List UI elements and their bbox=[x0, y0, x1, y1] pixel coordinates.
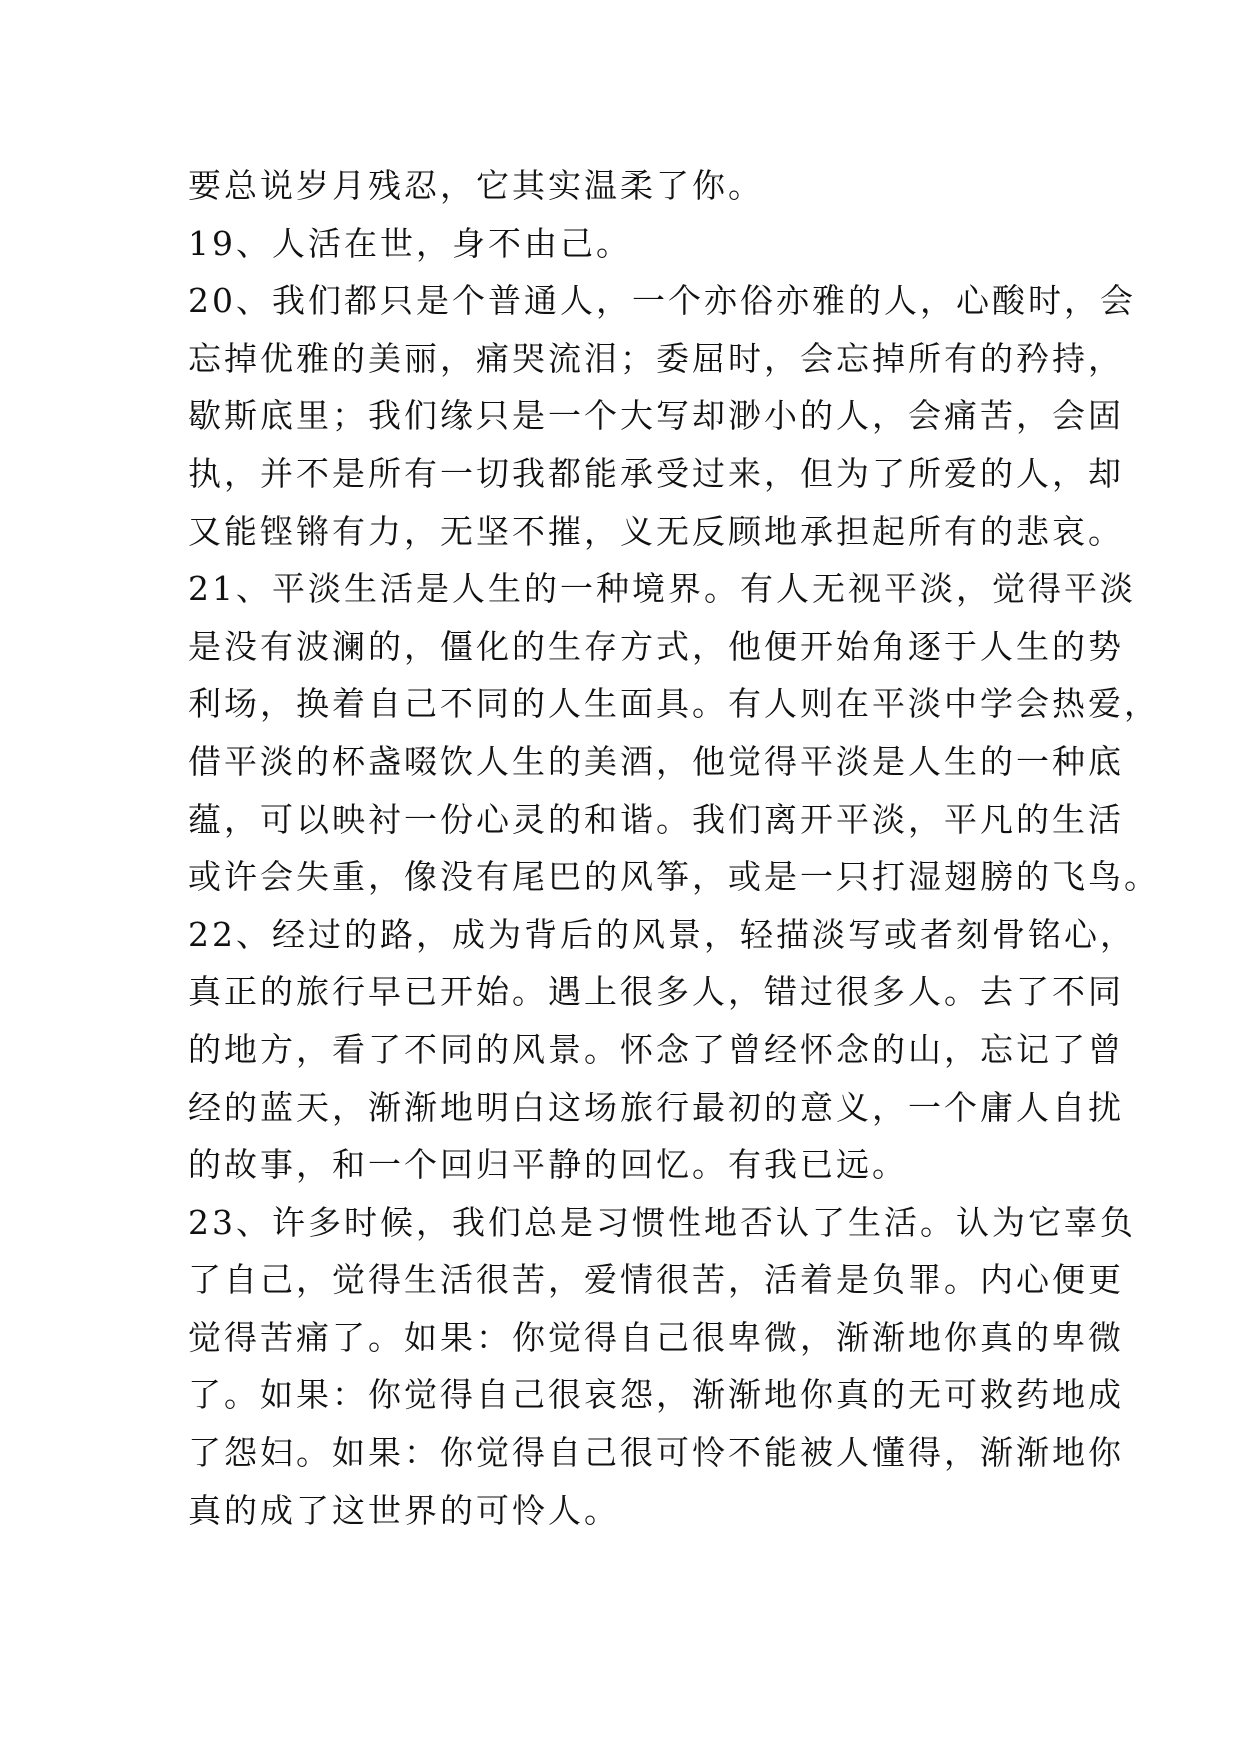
text-line: 又能铿锵有力，无坚不摧，义无反顾地承担起所有的悲哀。 bbox=[188, 511, 1124, 551]
text-line: 利场，换着自己不同的人生面具。有人则在平淡中学会热爱， bbox=[188, 684, 1160, 724]
text-line: 蕴，可以映衬一份心灵的和谐。我们离开平淡，平凡的生活 bbox=[188, 799, 1124, 839]
text-line: 23、许多时候，我们总是习惯性地否认了生活。认为它辜负 bbox=[188, 1202, 1136, 1242]
text-line: 觉得苦痛了。如果：你觉得自己很卑微，渐渐地你真的卑微 bbox=[188, 1317, 1124, 1357]
text-line: 了。如果：你觉得自己很哀怨，渐渐地你真的无可救药地成 bbox=[188, 1375, 1124, 1415]
document-body bbox=[188, 157, 1160, 1539]
text-line: 或许会失重，像没有尾巴的风筝，或是一只打湿翅膀的飞鸟。 bbox=[188, 857, 1160, 897]
text-line: 经的蓝天，渐渐地明白这场旅行最初的意义，一个庸人自扰 bbox=[188, 1087, 1124, 1127]
text-line: 要总说岁月残忍，它其实温柔了你。 bbox=[188, 166, 764, 205]
text-line: 的故事，和一个回归平静的回忆。有我已远。 bbox=[188, 1145, 908, 1185]
text-line: 的地方，看了不同的风景。怀念了曾经怀念的山，忘记了曾 bbox=[188, 1029, 1124, 1069]
text-line: 执，并不是所有一切我都能承受过来，但为了所爱的人，却 bbox=[188, 453, 1124, 493]
text-line: 是没有波澜的，僵化的生存方式，他便开始角逐于人生的势 bbox=[188, 626, 1124, 666]
text-line: 了自己，觉得生活很苦，爱情很苦，活着是负罪。内心便更 bbox=[188, 1260, 1124, 1300]
text-line: 歇斯底里；我们缘只是一个大写却渺小的人，会痛苦，会固 bbox=[188, 396, 1124, 436]
text-line: 19、人活在世，身不由己。 bbox=[188, 223, 632, 263]
text-line: 了怨妇。如果：你觉得自己很可怜不能被人懂得，渐渐地你 bbox=[188, 1433, 1124, 1473]
text-line: 借平淡的杯盏啜饮人生的美酒，他觉得平淡是人生的一种底 bbox=[188, 741, 1124, 781]
text-line: 忘掉优雅的美丽，痛哭流泪；委屈时，会忘掉所有的矜持， bbox=[188, 338, 1124, 378]
text-line: 20、我们都只是个普通人，一个亦俗亦雅的人，心酸时，会 bbox=[188, 281, 1136, 321]
text-line: 21、平淡生活是人生的一种境界。有人无视平淡，觉得平淡 bbox=[188, 569, 1136, 609]
text-line: 真正的旅行早已开始。遇上很多人，错过很多人。去了不同 bbox=[188, 972, 1124, 1012]
text-line: 22、经过的路，成为背后的风景，轻描淡写或者刻骨铭心， bbox=[188, 914, 1136, 954]
text-line: 真的成了这世界的可怜人。 bbox=[188, 1490, 620, 1530]
